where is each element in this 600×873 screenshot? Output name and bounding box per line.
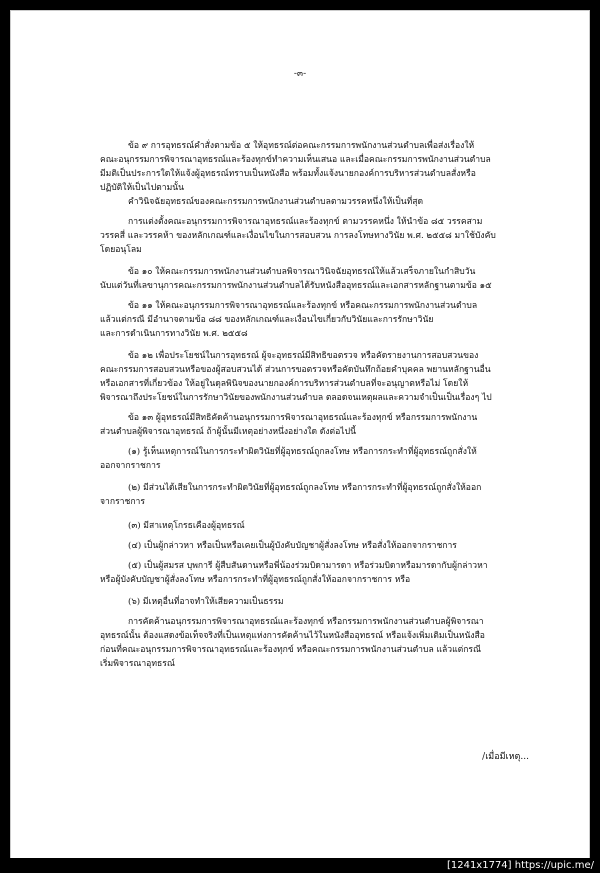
text-line: ข้อ ๑๒ เพื่อประโยชน์ในการอุทธรณ์ ผู้จะอุทธรณ์มีสิทธิขอตรวจ หรือคัดรายงานการสอบสวนของ	[128, 351, 479, 361]
text-line: และการดำเนินการทางวินัย พ.ศ. ๒๕๕๘	[100, 329, 248, 339]
text-line: แล้วแต่กรณี มีอำนาจตามข้อ ๘๘ ของหลักเกณฑ์และเงื่อนไขเกี่ยวกับวินัยและการรักษาวินัย	[100, 315, 434, 325]
text-line: จากราชการ	[100, 497, 145, 507]
text-line: หรือผู้บังคับบัญชาผู้สั่งลงโทษ หรือการกระทำที่ผู้อุทธรณ์ถูกสั่งให้ออกจากราชการ หรือ	[100, 575, 411, 585]
clause-13-item-6	[128, 595, 284, 609]
text-line: พิจารณาถึงประโยชน์ในการรักษาวินัยของพนักงานส่วนตำบล ตลอดจนเหตุผลและความจำเป็นเป็นเรื่องๆ ไป	[100, 393, 492, 403]
image-host-footer: [1241x1774] https://upic.me/	[0, 858, 600, 873]
text-line: การแต่งตั้งคณะอนุกรรมการพิจารณาอุทธรณ์และร้องทุกข์ ตามวรรคหนึ่ง ให้นำข้อ ๘๕ วรรคสาม	[128, 217, 483, 227]
text-line: อุทธรณ์นั้น ต้องแสดงข้อเท็จจริงที่เป็นเหตุแห่งการคัดค้านไว้ในหนังสืออุทธรณ์ หรือแจ้งเพิ่มเติมเป็นหนังสือ	[100, 631, 485, 641]
text-line: นับแต่วันที่เลขานุการคณะกรรมการพนักงานส่วนตำบลได้รับหนังสืออุทธรณ์และเอกสารหลักฐานตามข้อ ๑๕	[100, 281, 492, 291]
document-page	[11, 11, 589, 858]
clause-13	[100, 411, 477, 439]
text-line: (๑) รู้เห็นเหตุการณ์ในการกระทำผิดวินัยที่ผู้อุทธรณ์ถูกลงโทษ หรือการกระทำที่ผู้อุทธรณ์ถูกสั่งให้	[128, 447, 477, 457]
text-line: เริ่มพิจารณาอุทธรณ์	[100, 659, 175, 669]
text-line: ข้อ ๑๐ ให้คณะกรรมการพนักงานส่วนตำบลพิจารณาวินิจฉัยอุทธรณ์ให้แล้วเสร็จภายในกำสิบวัน	[128, 267, 476, 277]
clause-9-final	[128, 195, 423, 209]
text-line: ก่อนที่คณะอนุกรรมการพิจารณาอุทธรณ์และร้องทุกข์ หรือคณะกรรมการพนักงานส่วนตำบล แล้วแต่กรณี	[100, 645, 481, 655]
text-line: ปฏิบัติให้เป็นไปตามนั้น	[100, 183, 184, 193]
text-line: คำวินิจฉัยอุทธรณ์ของคณะกรรมการพนักงานส่วนตำบลตามวรรคหนึ่งให้เป็นที่สุด	[128, 197, 424, 207]
text-line: (๖) มีเหตุอื่นที่อาจทำให้เสียความเป็นธรรม	[128, 597, 284, 607]
clause-13-item-5	[100, 559, 488, 587]
text-line: การคัดค้านอนุกรรมการพิจารณาอุทธรณ์และร้องทุกข์ หรือกรรมการพนักงานส่วนตำบลผู้พิจารณา	[128, 617, 484, 627]
text-line: ออกจากราชการ	[100, 461, 161, 471]
objection-paragraph	[100, 615, 485, 671]
text-line: หรือเอกสารที่เกี่ยวข้อง ให้อยู่ในดุลพินิจของนายกองค์การบริหารส่วนตำบลที่จะอนุญาตหรือไม่ โดยให้	[100, 379, 469, 389]
continuation-marker: /เมื่อมีเหตุ...	[482, 752, 529, 762]
text-line: คณะกรรมการสอบสวนหรือของผู้สอบสวนได้ ส่วนการขอตรวจหรือคัดบันทึกถ้อยคำบุคคล พยานหลักฐานอื่น	[100, 365, 491, 375]
text-line: (๓) มีสาเหตุโกรธเคืองผู้อุทธรณ์	[128, 521, 245, 531]
clause-9-appointment	[100, 215, 496, 257]
clause-13-item-4	[128, 539, 457, 553]
clause-11	[100, 299, 477, 341]
clause-10	[100, 265, 492, 293]
clause-13-item-2	[100, 481, 481, 509]
text-line: มีมติเป็นประการใดให้แจ้งผู้อุทธรณ์ทราบเป็นหนังสือ พร้อมทั้งแจ้งนายกองค์การบริหารส่วนตำบลสั่งหรือ	[100, 169, 476, 179]
text-line: ข้อ ๑๑ ให้คณะอนุกรรมการพิจารณาอุทธรณ์และร้องทุกข์ หรือคณะกรรมการพนักงานส่วนตำบล	[128, 301, 478, 311]
clause-13-item-1	[100, 445, 477, 473]
page-number: -๓-	[293, 69, 307, 79]
text-line: ข้อ ๙ การอุทธรณ์คำสั่งตามข้อ ๕ ให้อุทธรณ์ต่อคณะกรรมการพนักงานส่วนตำบลเพื่อส่งเรื่องให้	[128, 141, 475, 151]
text-line: วรรคสี่ และวรรคห้า ของหลักเกณฑ์และเงื่อนไขในการสอบสวน การลงโทษทางวินัย พ.ศ. ๒๕๕๘ มาใช้บังคับ	[100, 231, 496, 241]
text-line: โดยอนุโลม	[100, 245, 142, 255]
text-line: ข้อ ๑๓ ผู้อุทธรณ์มีสิทธิคัดค้านอนุกรรมการพิจารณาอุทธรณ์และร้องทุกข์ หรือกรรมการพนักงาน	[128, 413, 478, 423]
text-line: คณะอนุกรรมการพิจารณาอุทธรณ์และร้องทุกข์ทำความเห็นเสนอ และเมื่อคณะกรรมการพนักงานส่วนตำบล	[100, 155, 491, 165]
text-line: (๒) มีส่วนได้เสียในการกระทำผิดวินัยที่ผู้อุทธรณ์ถูกลงโทษ หรือการกระทำที่ผู้อุทธรณ์ถูกสั่งให้ออก	[128, 483, 482, 493]
clause-9	[100, 139, 491, 195]
text-line: (๔) เป็นผู้กล่าวหา หรือเป็นหรือเคยเป็นผู้บังคับบัญชาผู้สั่งลงโทษ หรือสั่งให้ออกจากราชการ	[128, 541, 457, 551]
text-line: ส่วนตำบลผู้พิจารณาอุทธรณ์ ถ้าผู้นั้นมีเหตุอย่างหนึ่งอย่างใด ดังต่อไปนี้	[100, 427, 356, 437]
clause-12	[100, 349, 492, 405]
text-line: (๕) เป็นผู้สมรส บุพการี ผู้สืบสันดานหรือพี่น้องร่วมบิดามารดา หรือร่วมบิดาหรือมารดากับผู้กล่าวหา	[128, 561, 488, 571]
clause-13-item-3	[128, 519, 245, 533]
